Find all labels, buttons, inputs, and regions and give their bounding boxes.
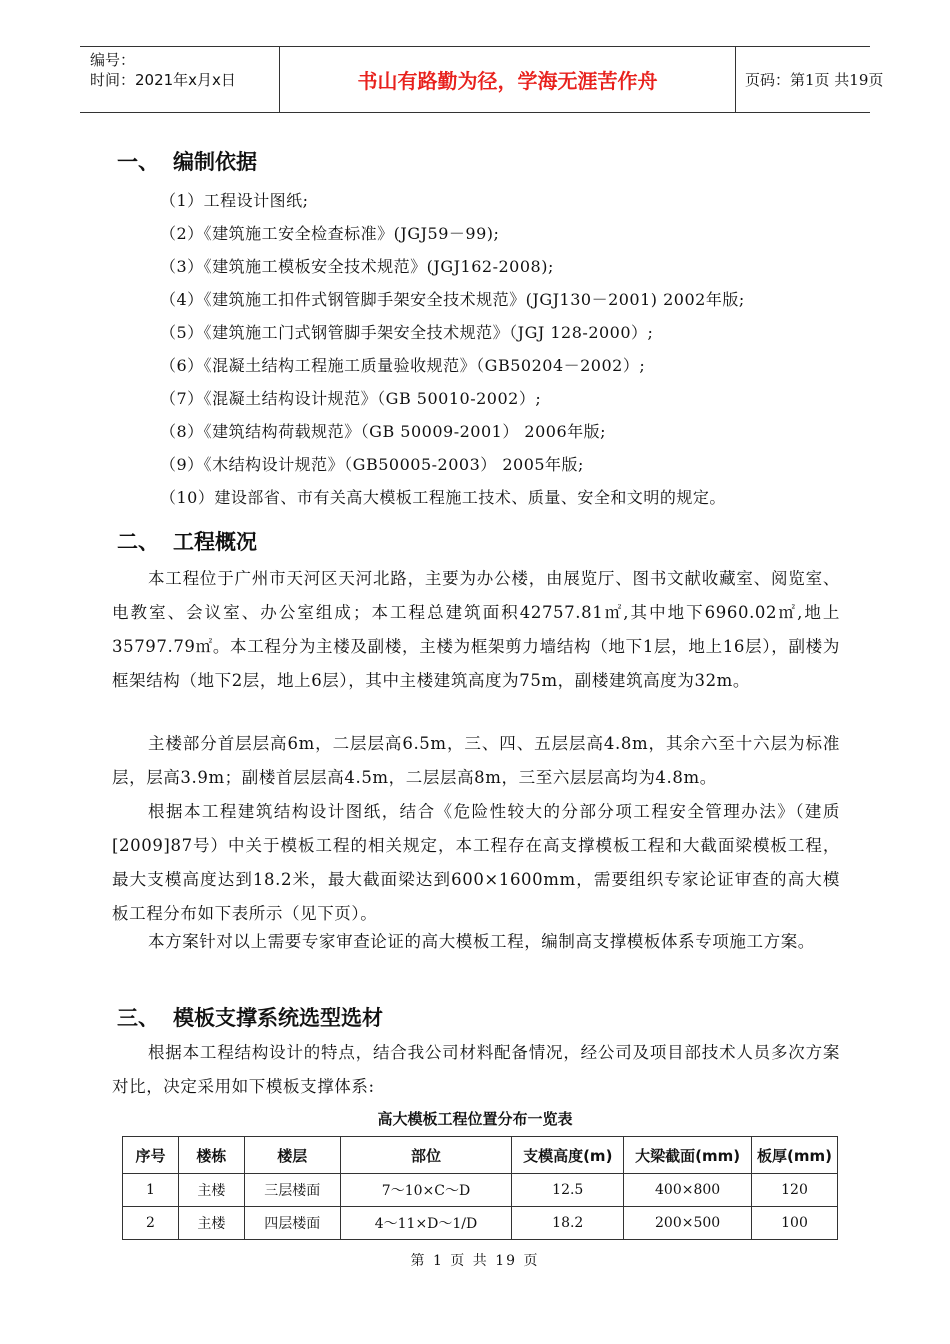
overview-paragraph: 本方案针对以上需要专家审查论证的高大模板工程，编制高支撑模板体系专项施工方案。 — [148, 932, 815, 951]
section-title: 工程概况 — [173, 530, 257, 554]
reference-item: （1）工程设计图纸; — [160, 191, 309, 210]
formwork-table — [122, 1136, 838, 1240]
reference-item: （7）《混凝土结构设计规范》（GB 50010-2002）; — [160, 389, 542, 408]
table-cell: 120 — [752, 1174, 838, 1207]
table-cell: 四层楼面 — [244, 1207, 340, 1240]
column-header: 支模高度(m) — [512, 1137, 624, 1174]
reference-item: （2）《建筑施工安全检查标准》(JGJ59－99); — [160, 224, 500, 243]
column-header: 序号 — [123, 1137, 179, 1174]
header-number: 编号： — [90, 51, 136, 69]
column-header: 板厚(mm) — [752, 1137, 838, 1174]
reference-item: （4）《建筑施工扣件式钢管脚手架安全技术规范》(JGJ130－2001) 2002年版; — [160, 290, 745, 309]
section-number: 一、 — [117, 150, 159, 174]
reference-item: （8）《建筑结构荷载规范》（GB 50009-2001） 2006年版; — [160, 422, 607, 441]
table-cell: 18.2 — [512, 1207, 624, 1240]
reference-item: （5）《建筑施工门式钢管脚手架安全技术规范》（JGJ 128-2000）; — [160, 323, 654, 342]
section-title: 模板支撑系统选型选材 — [173, 1006, 383, 1030]
table-cell: 1 — [123, 1174, 179, 1207]
overview-paragraph: 主楼部分首层层高6m，二层层高6.5m，三、四、五层层高4.8m，其余六至十六层为标准层，层高3.9m；副楼首层层高4.5m，二层层高8m，三至六层层高均为4.8m。 — [112, 734, 840, 787]
page-header — [80, 46, 884, 112]
reference-item: （6）《混凝土结构工程施工质量验收规范》（GB50204－2002）; — [160, 356, 646, 375]
section-heading-basis — [117, 146, 257, 176]
overview-paragraph: 本工程位于广州市天河区天河北路，主要为办公楼，由展览厅、图书文献收藏室、阅览室、电教室、会议室、办公室组成；本工程总建筑面积42757.81㎡,其中地下6960.02㎡,地上35797.79㎡。本工程分为主楼及副楼，主楼为框架剪力墙结构（地下1层，地上16层），副楼为框架结构（地下2层，地上6层），其中主楼建筑高度为75m，副楼建筑高度为32m。 — [112, 569, 840, 690]
reference-item: （10）建设部省、市有关高大模板工程施工技术、质量、安全和文明的规定。 — [160, 488, 726, 507]
formwork-paragraph: 根据本工程结构设计的特点，结合我公司材料配备情况，经公司及项目部技术人员多次方案对比，决定采用如下模板支撑体系: — [112, 1043, 840, 1096]
section-number: 二、 — [117, 530, 159, 554]
section-title: 编制依据 — [173, 150, 257, 174]
table-cell: 7～10×C～D — [340, 1174, 512, 1207]
table-cell: 4～11×D～1/D — [340, 1207, 512, 1240]
table-cell: 100 — [752, 1207, 838, 1240]
table-cell: 三层楼面 — [244, 1174, 340, 1207]
table-row — [123, 1207, 838, 1240]
page-footer: 第 1 页 共 19 页 — [410, 1253, 540, 1269]
overview-paragraph: 根据本工程建筑结构设计图纸，结合《危险性较大的分部分项工程安全管理办法》（建质[2009]87号）中关于模板工程的相关规定，本工程存在高支撑模板工程和大截面梁模板工程，最大支模高度达到18.2米，最大截面梁达到600×1600mm，需要组织专家论证审查的高大模板工程分布如下表所示（见下页）。 — [112, 802, 840, 923]
table-cell: 12.5 — [512, 1174, 624, 1207]
reference-item: （9）《木结构设计规范》（GB50005-2003） 2005年版; — [160, 455, 584, 474]
header-time: 时间：2021年x月x日 — [90, 71, 236, 89]
column-header: 部位 — [340, 1137, 512, 1174]
header-bottom-rule — [80, 112, 870, 113]
table-cell: 主楼 — [178, 1207, 244, 1240]
column-header: 大梁截面(mm) — [624, 1137, 752, 1174]
section-heading-overview — [117, 526, 257, 556]
table-caption: 高大模板工程位置分布一览表 — [377, 1110, 573, 1128]
table-row — [123, 1174, 838, 1207]
column-header: 楼层 — [244, 1137, 340, 1174]
reference-item: （3）《建筑施工模板安全技术规范》(JGJ162-2008); — [160, 257, 554, 276]
table-header-row — [123, 1137, 838, 1174]
section-number: 三、 — [117, 1006, 159, 1030]
header-meta — [80, 46, 280, 112]
table-cell: 2 — [123, 1207, 179, 1240]
table-cell: 400×800 — [624, 1174, 752, 1207]
column-header: 楼栋 — [178, 1137, 244, 1174]
header-motto: 书山有路勤为径，学海无涯苦作舟 — [280, 46, 736, 112]
header-page-info: 页码：第1页 共19页 — [745, 70, 884, 89]
table-cell: 200×500 — [624, 1207, 752, 1240]
section-heading-formwork — [117, 1002, 383, 1032]
table-cell: 主楼 — [178, 1174, 244, 1207]
